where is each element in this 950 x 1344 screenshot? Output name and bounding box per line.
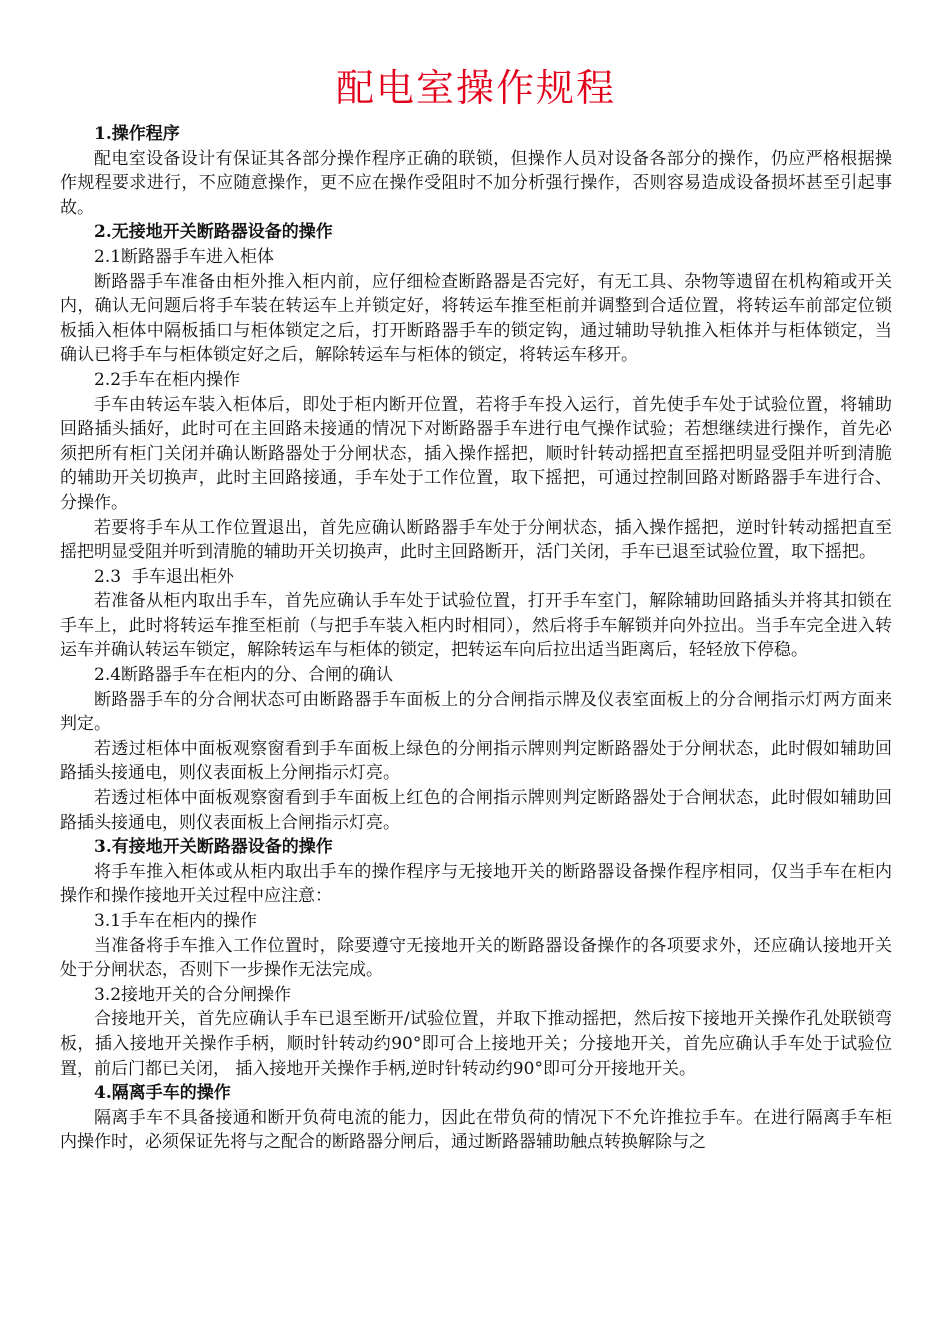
subsection-3-1-paragraph: 当准备将手车推入工作位置时，除要遵守无接地开关的断路器设备操作的各项要求外，还应确认接地开关处于分闸状态，否则下一步操作无法完成。 — [60, 935, 892, 981]
subsection-2-2-paragraph-2: 若要将手车从工作位置退出，首先应确认断路器手车处于分闸状态，插入操作摇把，逆时针转动摇把直至摇把明显受阻并听到清脆的辅助开关切换声，此时主回路断开，活门关闭，手车已退至试验位置，取下摇把。 — [60, 517, 892, 563]
subsection-3-2-paragraph: 合接地开关，首先应确认手车已退至断开/试验位置，并取下推动摇把，然后按下接地开关操作孔处联锁弯板，插入接地开关操作手柄，顺时针转动约90°即可合上接地开关；分接地开关，首先应确认手车处于试验位置，前后门都已关闭， 插入接地开关操作手柄,逆时针转动约90°即可分开接地开关。 — [60, 1009, 892, 1079]
subsection-2-4-paragraph-3: 若透过柜体中面板观察窗看到手车面板上红色的合闸指示牌则判定断路器处于合闸状态，此时假如辅助回路插头接通电，则仪表面板上合闸指示灯亮。 — [60, 788, 892, 833]
subsection-2-4-paragraph-2: 若透过柜体中面板观察窗看到手车面板上绿色的分闸指示牌则判定断路器处于分闸状态，此时假如辅助回路插头接通电，则仪表面板上分闸指示灯亮。 — [60, 738, 892, 784]
subsection-2-2-heading: 2.2手车在柜内操作 — [94, 369, 241, 390]
section-3-heading: 3.有接地开关断路器设备的操作 — [94, 837, 333, 858]
subsection-3-2-heading: 3.2接地开关的合分闸操作 — [94, 984, 292, 1005]
subsection-2-4-heading: 2.4断路器手车在柜内的分、合闸的确认 — [94, 665, 394, 686]
subsection-2-1-heading: 2.1断路器手车进入柜体 — [94, 246, 275, 267]
section-1-paragraph: 配电室设备设计有保证其各部分操作程序正确的联锁，但操作人员对设备各部分的操作，仍应严格根据操作规程要求进行，不应随意操作，更不应在操作受阻时不加分析强行操作，否则容易造成设备损坏甚至引起事故。 — [60, 148, 892, 218]
document-title: 配电室操作规程 — [335, 66, 616, 110]
subsection-2-4-paragraph-1: 断路器手车的分合闸状态可由断路器手车面板上的分合闸指示牌及仪表室面板上的分合闸指示灯两方面来判定。 — [60, 689, 892, 735]
section-4-paragraph: 隔离手车不具备接通和断开负荷电流的能力，因此在带负荷的情况下不允许推拉手车。在进行隔离手车柜内操作时，必须保证先将与之配合的断路器分闸后，通过断路器辅助触点转换解除与之 — [60, 1107, 892, 1153]
section-2-heading: 2.无接地开关断路器设备的操作 — [94, 222, 333, 243]
subsection-2-3-heading: 2.3 手车退出柜外 — [94, 566, 234, 587]
section-4-heading: 4.隔离手车的操作 — [94, 1083, 231, 1104]
subsection-3-1-heading: 3.1手车在柜内的操作 — [94, 911, 258, 931]
subsection-2-3-paragraph: 若准备从柜内取出手车，首先应确认手车处于试验位置，打开手车室门，解除辅助回路插头并将其扣锁在手车上，此时将转运车推至柜前（与把手车装入柜内时相同），然后将手车解锁并向外拉出。当手车完全进入转运车并确认转运车锁定，解除转运车与柜体的锁定，把转运车向后拉出适当距离后，轻轻放下停稳。 — [60, 591, 892, 661]
section-1-heading: 1.操作程序 — [94, 124, 180, 144]
subsection-2-2-paragraph-1: 手车由转运车装入柜体后，即处于柜内断开位置，若将手车投入运行，首先使手车处于试验位置，将辅助回路插头插好，此时可在主回路未接通的情况下对断路器手车进行电气操作试验；若想继续进行操作，首先必须把所有柜门关闭并确认断路器处于分闸状态，插入操作摇把，顺时针转动摇把直至摇把明显受阻并听到清脆的辅助开关切换声，此时主回路接通，手车处于工作位置，取下摇把，可通过控制回路对断路器手车进行合、分操作。 — [60, 394, 892, 513]
subsection-2-1-paragraph: 断路器手车准备由柜外推入柜内前，应仔细检查断路器是否完好，有无工具、杂物等遗留在机构箱或开关内，确认无问题后将手车装在转运车上并锁定好，将转运车推至柜前并调整到合适位置，将转运车前部定位锁板插入柜体中隔板插口与柜体锁定之后，打开断路器手车的锁定钩，通过辅助导轨推入柜体并与柜体锁定，当确认已将手车与柜体锁定好之后，解除转运车与柜体的锁定，将转运车移开。 — [60, 271, 892, 366]
document-page — [60, 62, 892, 1155]
section-3-paragraph: 将手车推入柜体或从柜内取出手车的操作程序与无接地开关的断路器设备操作程序相同，仅当手车在柜内操作和操作接地开关过程中应注意： — [60, 861, 892, 907]
